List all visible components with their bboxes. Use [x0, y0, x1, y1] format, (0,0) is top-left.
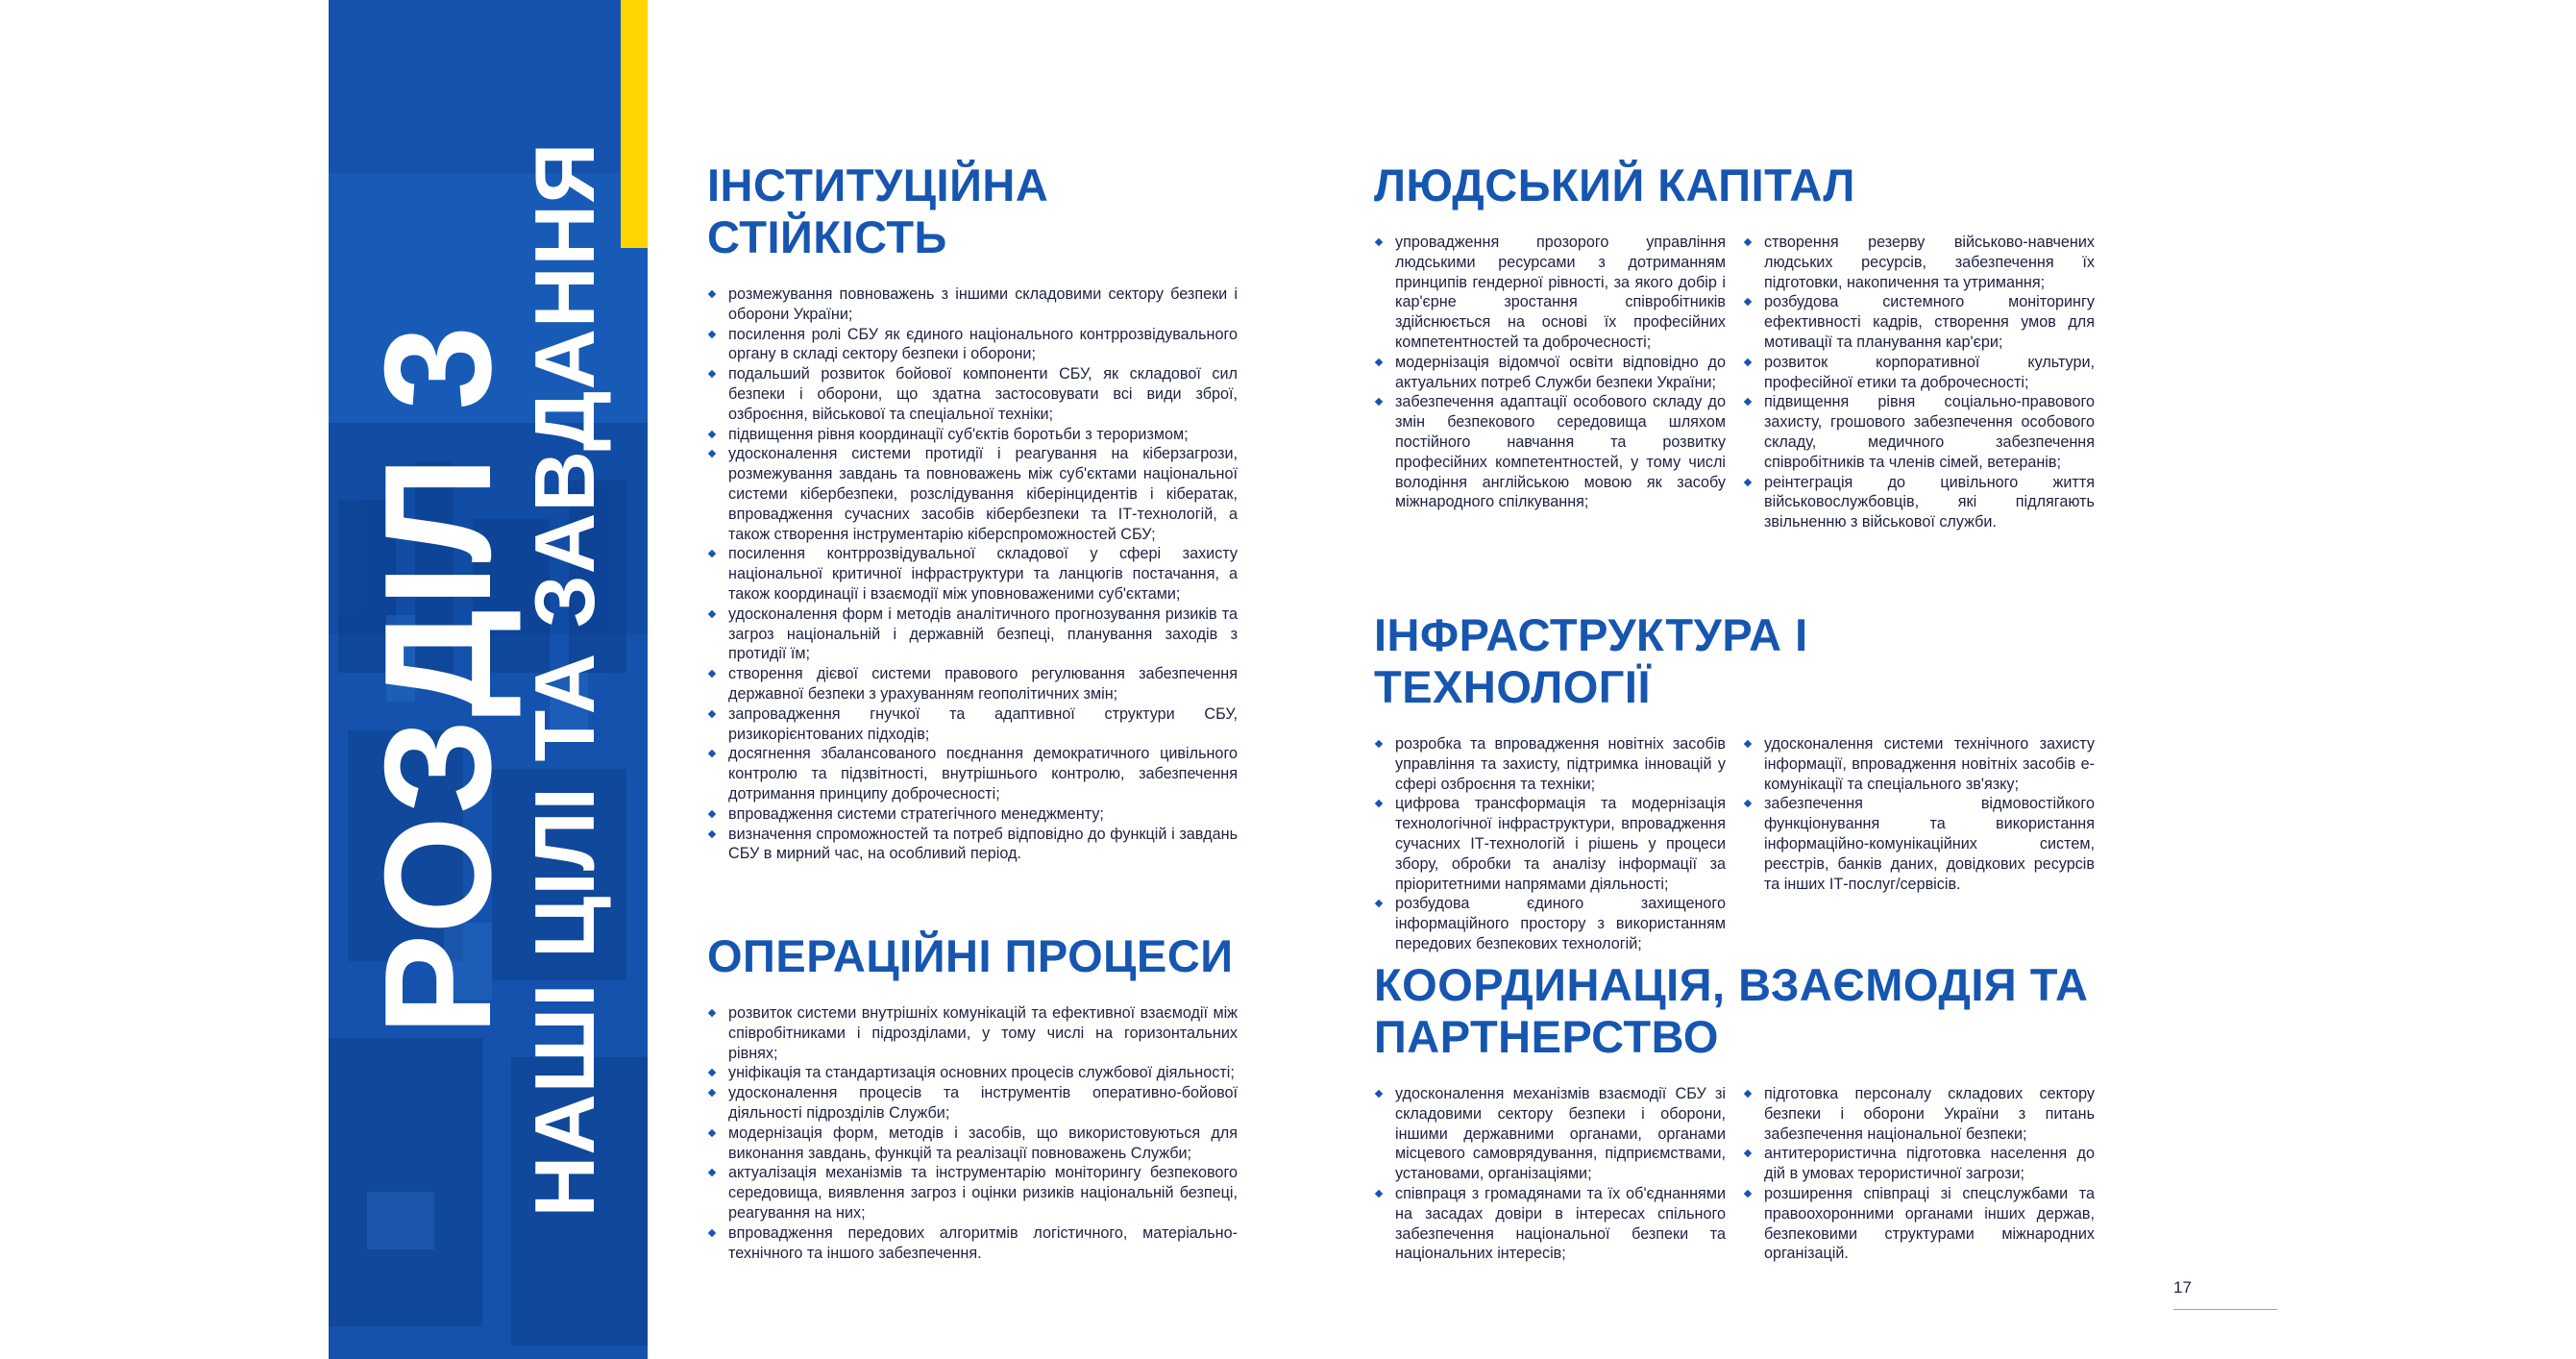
list-item: досягнення збалансованого поєднання демократичного цивільного контролю та підзвітності, внутрішнього контролю, забезпечення дотримання принципу доброчесності; [707, 744, 1238, 803]
section-institutional [707, 160, 1238, 864]
list-item: уніфікація та стандартизація основних процесів службової діяльності; [707, 1063, 1238, 1083]
chapter-title: РОЗДІЛ 3 [354, 323, 523, 1036]
list-item: удосконалення процесів та інструментів оперативно-бойової діяльності підрозділів Служби; [707, 1083, 1238, 1124]
list-item: удосконалення системи протидії і реагування на кіберзагрози, розмежування завдань та повноважень між суб'єктами національної системи кібербезпеки, розслідування кіберінцидентів і кібератак, впровадження сучасних засобів кібербезпеки та ІТ-технологій, а також створення інструментарію кіберспроможностей СБУ; [707, 444, 1238, 544]
section-title: ЛЮДСЬКИЙ КАПІТАЛ [1374, 160, 1855, 210]
bullet-list [707, 284, 1238, 864]
list-item: удосконалення механізмів взаємодії СБУ зі складовими сектору безпеки і оборони, іншими державними органами, органами місцевого самоврядування, підприємствами, установами, організаціями; [1374, 1084, 1726, 1184]
list-item: визначення спроможностей та потреб відповідно до функцій і завдань СБУ в мирний час, на особливий період. [707, 825, 1238, 865]
list-item: підвищення рівня координації суб'єктів боротьби з тероризмом; [707, 425, 1238, 445]
banner-title [354, 79, 615, 1280]
list-item: підготовка персоналу складових сектору безпеки і оборони України з питань забезпечення національної безпеки; [1743, 1084, 2095, 1144]
list-item: реінтеграція до цивільного життя військовослужбовців, які підлягають звільненню з військової служби. [1743, 473, 2095, 532]
list-item: модернізація відомчої освіти відповідно до актуальних потреб Служби безпеки України; [1374, 353, 1726, 393]
bullet-list-left [1374, 734, 1726, 954]
list-item: посилення контррозвідувальної складової у сфері захисту національної критичної інфраструктури та ланцюгів постачання, а також координації і взаємодії між уповноваженими суб'єктами; [707, 544, 1238, 604]
list-item: забезпечення відмовостійкого функціонування та використання інформаційно-комунікаційних систем, реєстрів, банків даних, довідкових ресурсів та інших ІТ-послуг/сервісів. [1743, 794, 2095, 894]
list-item: розбудова системного моніторингу ефективності кадрів, створення умов для мотивації та планування кар'єри; [1743, 292, 2095, 352]
list-item: розвиток системи внутрішніх комунікацій та ефективної взаємодії між співробітниками і підрозділами, у тому числі на горизонтальних рівнях; [707, 1003, 1238, 1063]
list-item: актуалізація механізмів та інструментарію моніторингу безпекового середовища, виявлення загроз і оцінки ризиків національній безпеці, реагування на них; [707, 1163, 1238, 1223]
list-item: запровадження гнучкої та адаптивної структури СБУ, ризикорієнтованих підходів; [707, 704, 1238, 745]
section-coordination [1374, 959, 2095, 1264]
list-item: розвиток корпоративної культури, професійної етики та доброчесності; [1743, 353, 2095, 393]
list-item: цифрова трансформація та модернізація технологічної інфраструктури, впровадження сучасних ІТ-технологій і рішень у процеси збору, обробки та аналізу інформації за пріоритетними напрямами діяльності; [1374, 794, 1726, 894]
section-title: КООРДИНАЦІЯ, ВЗАЄМОДІЯ ТА ПАРТНЕРСТВО [1374, 959, 2089, 1062]
section-human-capital [1374, 160, 2095, 532]
list-item: впровадження системи стратегічного менеджменту; [707, 804, 1238, 825]
list-item: розробка та впровадження новітніх засобів управління та захисту, підтримка інновацій у сфері озброєння та техніки; [1374, 734, 1726, 794]
two-column-list [1374, 734, 2095, 954]
list-item: співпраця з громадянами та їх об'єднаннями на засадах довіри в інтересах спільного забезпечення національної безпеки та національних інтересів; [1374, 1184, 1726, 1264]
section-title: ОПЕРАЦІЙНІ ПРОЦЕСИ [707, 930, 1234, 981]
list-item: подальший розвиток бойової компоненти СБУ, як складової сил безпеки і оборони, що здатна застосовувати всі види зброї, озброєння, військової та спеціальної техніки; [707, 364, 1238, 424]
list-item: розмежування повноважень з іншими складовими сектору безпеки і оборони України; [707, 284, 1238, 325]
bullet-list-left [1374, 1084, 1726, 1264]
two-column-list [1374, 1084, 2095, 1264]
list-item: забезпечення адаптації особового складу до змін безпекового середовища шляхом постійного навчання та розвитку професійних компетентностей, у тому числі володіння англійською мовою як засобу міжнародного спілкування; [1374, 392, 1726, 512]
list-item: упровадження прозорого управління людськими ресурсами з дотриманням принципів гендерної рівності, за якого добір і кар'єрне зростання співробітників здійснюється на основі їх професійних компетентностей та доброчесності; [1374, 233, 1726, 353]
section-infrastructure [1374, 609, 2095, 954]
chapter-subtitle: НАШІ ЦІЛІ ТА ЗАВДАННЯ [517, 141, 612, 1218]
two-column-list [1374, 233, 2095, 532]
bullet-list-right [1743, 734, 2095, 954]
list-item: створення резерву військово-навчених людських ресурсів, забезпечення їх підготовки, накопичення та утримання; [1743, 233, 2095, 292]
list-item: розбудова єдиного захищеного інформаційного простору з використанням передових безпекових технологій; [1374, 894, 1726, 953]
section-operational [707, 930, 1238, 1263]
list-item: впровадження передових алгоритмів логістичного, матеріально-технічного та іншого забезпечення. [707, 1223, 1238, 1264]
section-title: ІНФРАСТРУКТУРА І ТЕХНОЛОГІЇ [1374, 609, 1808, 712]
section-title: ІНСТИТУЦІЙНА СТІЙКІСТЬ [707, 160, 1049, 262]
list-item: створення дієвої системи правового регулювання забезпечення державної безпеки з урахуванням геополітичних змін; [707, 664, 1238, 704]
bullet-list-right [1743, 233, 2095, 532]
list-item: удосконалення форм і методів аналітичного прогнозування ризиків та загроз національній і державній безпеці, планування заходів з протидії їм; [707, 605, 1238, 664]
list-item: удосконалення системи технічного захисту інформації, впровадження новітніх засобів е-комунікації та спеціального зв'язку; [1743, 734, 2095, 794]
yellow-accent-bar [621, 0, 648, 248]
list-item: підвищення рівня соціально-правового захисту, грошового забезпечення особового складу, медичного забезпечення співробітників та членів сімей, ветеранів; [1743, 392, 2095, 472]
list-item: посилення ролі СБУ як єдиного національного контррозвідувального органу в складі сектору безпеки і оборони; [707, 325, 1238, 365]
page-number: 17 [2173, 1278, 2192, 1297]
bullet-list [707, 1003, 1238, 1263]
list-item: розширення співпраці зі спецслужбами та правоохоронними органами інших держав, безпековими структурами міжнародних організацій. [1743, 1184, 2095, 1264]
bullet-list-left [1374, 233, 1726, 532]
list-item: антитерористична підготовка населення до дій в умовах терористичної загрози; [1743, 1144, 2095, 1184]
page-number-rule [2173, 1309, 2277, 1310]
list-item: модернізація форм, методів і засобів, що використовуються для виконання завдань, функцій та реалізації повноважень Служби; [707, 1124, 1238, 1164]
bullet-list-right [1743, 1084, 2095, 1264]
